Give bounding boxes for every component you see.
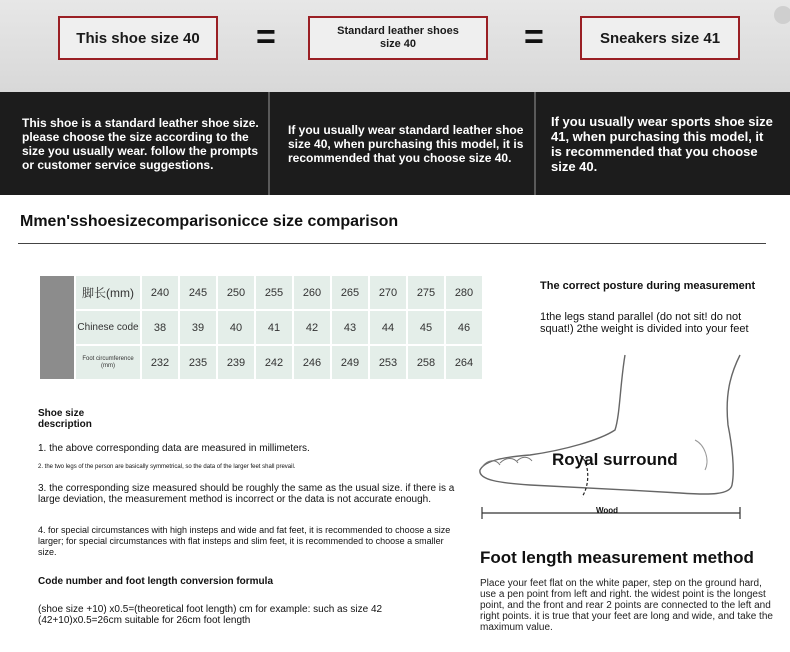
row-label-foot-circumference: Foot circumference (mm) xyxy=(76,346,140,379)
note-1: This shoe is a standard leather shoe size. please choose the size according to the size you usually wear. follow the prompts or customer service suggestions. xyxy=(22,115,259,172)
description-heading-line1: Shoe size xyxy=(38,408,85,419)
table-cell: 240 xyxy=(142,276,178,309)
table-cell: 253 xyxy=(370,346,406,379)
description-point-4: 4. for special circumstances with high insteps and wide and fat feet, it is recommended to choose a size larger; for special circumstances with flat insteps and slim feet, it is recommended to choose a smaller size. xyxy=(38,525,451,557)
table-cell: 246 xyxy=(294,346,330,379)
equals-sign-1: = xyxy=(256,18,276,56)
note-divider-2 xyxy=(534,92,536,195)
table-cell: 40 xyxy=(218,311,254,344)
size-box-sneakers-label: Sneakers size 41 xyxy=(599,29,721,47)
table-cell: 265 xyxy=(332,276,368,309)
description-point-2: 2. the two legs of the person are basically symmetrical, so the data of the larger feet shall prevail. xyxy=(38,464,296,470)
section-divider xyxy=(18,243,766,244)
posture-instructions: 1the legs stand parallel (do not sit! do not squat!) 2the weight is divided into your feet xyxy=(540,311,749,335)
description-point-3: 3. the corresponding size measured should be roughly the same as the usual size. if there is a large deviation, the measurement method is incorrect or the data is not accurate enough. xyxy=(38,483,455,505)
table-cell: 280 xyxy=(446,276,482,309)
row-label-foot-length: 脚长(mm) xyxy=(76,276,140,309)
formula-title: Code number and foot length conversion formula xyxy=(38,576,274,587)
wood-label: Wood xyxy=(596,506,619,515)
table-cell: 270 xyxy=(370,276,406,309)
size-box-leather-line1: Standard leather shoes xyxy=(337,25,459,37)
size-box-leather xyxy=(308,16,488,60)
section-title: Mmen'sshoesizecomparisonicce size comparison xyxy=(20,213,399,230)
table-cell: 44 xyxy=(370,311,406,344)
table-cell: 45 xyxy=(408,311,444,344)
table-cell: 260 xyxy=(294,276,330,309)
table-cell: 38 xyxy=(142,311,178,344)
size-box-leather-line2: size 40 xyxy=(379,38,417,50)
table-cell: 43 xyxy=(332,311,368,344)
foot-length-method-text: Place your feet flat on the white paper, step on the ground hard, use a pen point from left and right. the widest point is the longest point, and the front and rear 2 points are connected to the left and right points. it is true that your feet are long and wide, and take the maximum value. xyxy=(480,578,773,633)
foot-illustration xyxy=(470,345,760,525)
table-cell: 242 xyxy=(256,346,292,379)
size-box-sneakers xyxy=(580,16,740,60)
table-cell: 42 xyxy=(294,311,330,344)
formula-text: (shoe size +10) x0.5=(theoretical foot length) cm for example: such as size 42 (42+10)x0.5=26cm suitable for 26cm foot length xyxy=(38,604,383,626)
description-heading-line2: description xyxy=(38,419,92,430)
notes-row xyxy=(0,92,790,195)
foot-outline xyxy=(480,355,740,494)
description-heading xyxy=(38,408,92,430)
table-cell: 245 xyxy=(180,276,216,309)
size-box-this-shoe-label: This shoe size 40 xyxy=(76,29,200,47)
equals-sign-2: = xyxy=(524,18,544,56)
row-label-chinese-code: Chinese code xyxy=(76,311,140,344)
table-cell: 250 xyxy=(218,276,254,309)
table-cell: 39 xyxy=(180,311,216,344)
table-cell: 239 xyxy=(218,346,254,379)
size-box-this-shoe xyxy=(58,16,218,60)
note-divider-1 xyxy=(268,92,270,195)
table-cell: 41 xyxy=(256,311,292,344)
table-cell: 258 xyxy=(408,346,444,379)
decorative-circle xyxy=(774,6,790,24)
posture-title: The correct posture during measurement xyxy=(540,280,756,292)
size-table xyxy=(38,274,484,381)
description-point-1: 1. the above corresponding data are measured in millimeters. xyxy=(38,443,310,454)
note-3: If you usually wear sports shoe size 41, when purchasing this model, it is recommended that you choose size 40. xyxy=(551,113,773,174)
table-cell: 275 xyxy=(408,276,444,309)
table-side-bar xyxy=(40,276,74,379)
table-cell: 235 xyxy=(180,346,216,379)
table-row xyxy=(40,276,482,309)
table-row xyxy=(40,311,482,344)
table-cell: 249 xyxy=(332,346,368,379)
ankle-shade xyxy=(695,440,707,470)
table-cell: 255 xyxy=(256,276,292,309)
table-cell: 264 xyxy=(446,346,482,379)
foot-length-method-title: Foot length measurement method xyxy=(480,548,754,567)
note-2: If you usually wear standard leather shoe size 40, when purchasing this model, it is recommended that you choose size 40. xyxy=(288,122,524,165)
table-row xyxy=(40,346,482,379)
table-cell: 232 xyxy=(142,346,178,379)
table-cell: 46 xyxy=(446,311,482,344)
royal-surround-label: Royal surround xyxy=(552,450,678,469)
